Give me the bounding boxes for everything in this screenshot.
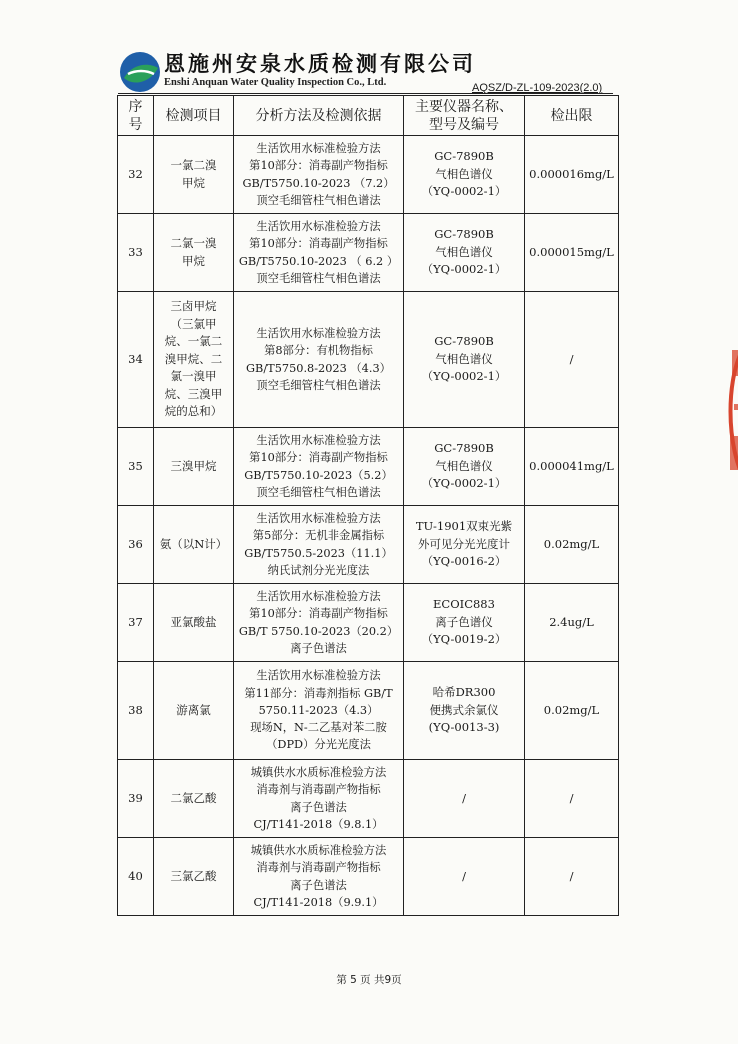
method-line: 生活饮用水标准检验方法 — [256, 590, 381, 604]
row-item-text: 氨（以N计） — [159, 536, 228, 551]
instrument-line: 气相色谱仪 — [435, 458, 493, 473]
row-method — [234, 760, 404, 838]
instrument-line: （YQ-0019-2） — [421, 632, 507, 647]
row-instrument — [404, 292, 525, 428]
method-line: GB/T5750.10-2023 （7.2） — [242, 176, 395, 190]
row-method — [234, 838, 404, 916]
instrument-line: / — [462, 790, 466, 805]
table-row — [118, 136, 619, 214]
method-line: 生活饮用水标准检验方法 — [256, 669, 381, 683]
row-item-text: 二氯一溴 甲烷 — [170, 236, 217, 268]
method-line: 第11部分：消毒剂指标 GB/T — [244, 686, 393, 700]
instrument-line: GC-7890B — [434, 149, 494, 164]
row-limit: 2.4ug/L — [525, 584, 619, 662]
row-limit: 0.02mg/L — [525, 506, 619, 584]
row-serial: 34 — [118, 292, 154, 428]
instrument-line: 哈希DR300 — [432, 685, 496, 700]
instrument-line: ECOIC883 — [433, 597, 495, 612]
document-code: AQSZ/D-ZL-109-2023(2.0) — [472, 82, 603, 94]
instrument-line: （YQ-0016-2） — [421, 554, 507, 569]
instrument-line: / — [462, 868, 466, 883]
instrument-line: （YQ-0002-1） — [421, 184, 507, 199]
method-line: GB/T5750.10-2023（5.2） — [244, 468, 393, 482]
method-line: （DPD）分光光度法 — [266, 738, 371, 752]
row-serial: 33 — [118, 214, 154, 292]
instrument-line: GC-7890B — [434, 227, 494, 242]
table-row — [118, 428, 619, 506]
method-line: 城镇供水水质标准检验方法 — [250, 844, 387, 858]
row-limit: / — [525, 760, 619, 838]
row-serial: 39 — [118, 760, 154, 838]
company-name-cn: 恩施州安泉水质检测有限公司 — [164, 51, 476, 76]
row-item-text: 三氯乙酸 — [170, 868, 217, 883]
instrument-line: (YQ-0013-3) — [428, 720, 500, 735]
document-header — [118, 44, 618, 96]
header-limit: 检出限 — [525, 96, 619, 136]
row-serial: 36 — [118, 506, 154, 584]
method-line: 第10部分：消毒副产物指标 — [249, 451, 388, 465]
header-item: 检测项目 — [154, 96, 234, 136]
row-method — [234, 214, 404, 292]
row-item — [154, 838, 234, 916]
table-row — [118, 506, 619, 584]
method-line: 纳氏试剂分光光度法 — [267, 563, 370, 577]
method-line: 生活饮用水标准检验方法 — [256, 512, 381, 526]
table-row — [118, 584, 619, 662]
method-line: GB/T5750.10-2023 （ 6.2 ） — [238, 254, 399, 268]
row-method — [234, 506, 404, 584]
method-line: 消毒剂与消毒副产物指标 — [256, 783, 381, 797]
row-instrument — [404, 838, 525, 916]
method-line: 生活饮用水标准检验方法 — [256, 220, 381, 234]
method-line: 离子色谱法 — [290, 800, 347, 814]
row-limit: 0.000041mg/L — [525, 428, 619, 506]
instrument-line: 气相色谱仪 — [435, 166, 493, 181]
row-item — [154, 506, 234, 584]
row-instrument — [404, 428, 525, 506]
table-row — [118, 662, 619, 760]
instrument-line: GC-7890B — [434, 441, 494, 456]
row-instrument — [404, 760, 525, 838]
instrument-line: （YQ-0002-1） — [421, 369, 507, 384]
table-row — [118, 214, 619, 292]
method-line: CJ/T141-2018（9.8.1） — [253, 817, 384, 831]
row-method — [234, 136, 404, 214]
row-item-text: 三卤甲烷 （三氯甲 烷、一氯二 溴甲烷、二 氯一溴甲 烷、三溴甲 烷的总和） — [164, 299, 223, 419]
method-line: 消毒剂与消毒副产物指标 — [256, 861, 381, 875]
method-line: 现场N，N-二乙基对苯二胺 — [250, 721, 387, 735]
row-limit: 0.000016mg/L — [525, 136, 619, 214]
method-line: 离子色谱法 — [290, 878, 347, 892]
method-line: 生活饮用水标准检验方法 — [256, 142, 381, 156]
row-instrument — [404, 662, 525, 760]
instrument-line: TU-1901双束光紫 — [415, 519, 513, 534]
instrument-line: （YQ-0002-1） — [421, 476, 507, 491]
row-instrument — [404, 214, 525, 292]
row-instrument — [404, 136, 525, 214]
method-line: 第10部分：消毒副产物指标 — [249, 607, 388, 621]
table-row — [118, 838, 619, 916]
instrument-line: 外可见分光光度计 — [418, 536, 510, 551]
red-seal-stamp — [716, 340, 738, 490]
row-limit: / — [525, 292, 619, 428]
row-serial: 35 — [118, 428, 154, 506]
company-logo-icon — [118, 50, 162, 94]
header-method: 分析方法及检测依据 — [234, 96, 404, 136]
instrument-line: GC-7890B — [434, 334, 494, 349]
row-serial: 37 — [118, 584, 154, 662]
method-line: CJ/T141-2018（9.9.1） — [253, 895, 384, 909]
method-line: 生活饮用水标准检验方法 — [256, 434, 381, 448]
method-line: 顶空毛细管柱气相色谱法 — [256, 378, 381, 392]
instrument-line: 便携式余氯仪 — [429, 702, 499, 717]
method-line: 离子色谱法 — [290, 641, 347, 655]
header-instrument: 主要仪器名称、型号及编号 — [404, 96, 525, 136]
method-line: 顶空毛细管柱气相色谱法 — [256, 485, 381, 499]
method-line: 第10部分：消毒副产物指标 — [249, 237, 388, 251]
row-limit: 0.02mg/L — [525, 662, 619, 760]
row-item — [154, 584, 234, 662]
inspection-methods-table — [117, 95, 619, 916]
row-serial: 32 — [118, 136, 154, 214]
row-serial: 40 — [118, 838, 154, 916]
row-method — [234, 662, 404, 760]
method-line: GB/T5750.8-2023 （4.3） — [246, 361, 391, 375]
row-item — [154, 760, 234, 838]
method-line: 顶空毛细管柱气相色谱法 — [256, 271, 381, 285]
row-item-text: 三溴甲烷 — [170, 458, 217, 473]
method-line: GB/T5750.5-2023（11.1） — [244, 546, 393, 560]
row-method — [234, 292, 404, 428]
method-line: 城镇供水水质标准检验方法 — [250, 766, 387, 780]
table-header-row — [118, 96, 619, 136]
row-instrument — [404, 506, 525, 584]
row-item — [154, 662, 234, 760]
instrument-line: 离子色谱仪 — [435, 614, 493, 629]
method-line: 生活饮用水标准检验方法 — [256, 327, 381, 341]
row-limit: / — [525, 838, 619, 916]
table-row — [118, 760, 619, 838]
row-item-text: 游离氯 — [176, 702, 211, 717]
header-rule — [118, 93, 613, 94]
table-row — [118, 292, 619, 428]
method-line: 第5部分：无机非金属指标 — [252, 529, 385, 543]
method-line: GB/T 5750.10-2023（20.2） — [238, 624, 399, 638]
row-item-text: 二氯乙酸 — [170, 790, 217, 805]
row-method — [234, 584, 404, 662]
row-item — [154, 428, 234, 506]
instrument-line: 气相色谱仪 — [435, 351, 493, 366]
method-line: 第10部分：消毒副产物指标 — [249, 159, 388, 173]
method-line: 顶空毛细管柱气相色谱法 — [256, 193, 381, 207]
row-item-text: 一氯二溴 甲烷 — [170, 158, 217, 190]
method-line: 5750.11-2023（4.3） — [258, 703, 379, 717]
company-name-en: Enshi Anquan Water Quality Inspection Co., Ltd. — [164, 77, 387, 88]
row-method — [234, 428, 404, 506]
page-number: 第 5 页 共9页 — [336, 974, 402, 986]
row-item-text: 亚氯酸盐 — [170, 614, 217, 629]
row-limit: 0.000015mg/L — [525, 214, 619, 292]
instrument-line: （YQ-0002-1） — [421, 262, 507, 277]
row-item — [154, 214, 234, 292]
method-line: 第8部分：有机物指标 — [264, 344, 373, 358]
row-item — [154, 292, 234, 428]
header-serial: 序号 — [118, 96, 154, 136]
row-instrument — [404, 584, 525, 662]
row-item — [154, 136, 234, 214]
row-serial: 38 — [118, 662, 154, 760]
instrument-line: 气相色谱仪 — [435, 244, 493, 259]
